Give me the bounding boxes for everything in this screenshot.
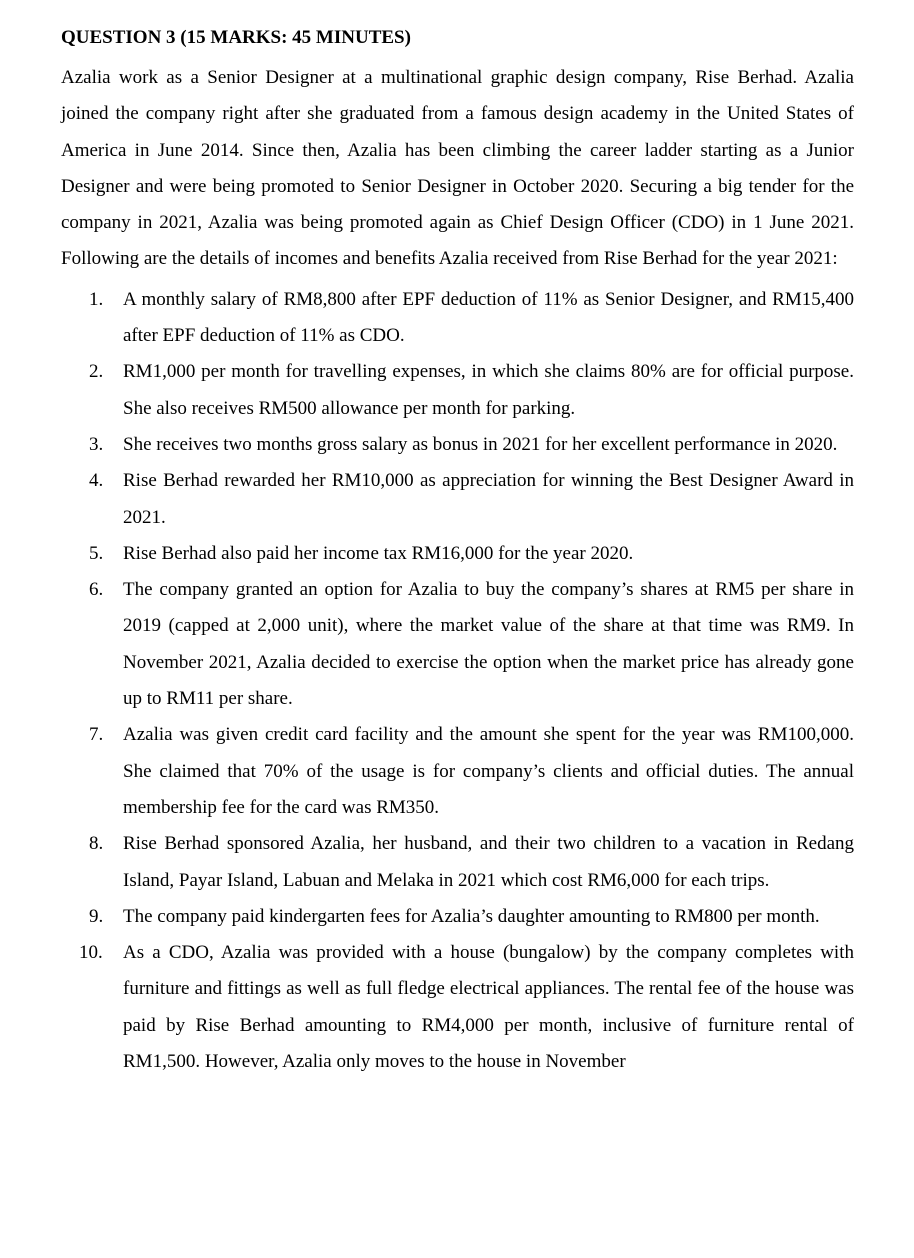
list-item-number: 3. bbox=[89, 433, 104, 455]
list-item bbox=[61, 427, 854, 463]
list-item bbox=[61, 282, 854, 355]
list-item bbox=[61, 826, 854, 899]
question-intro: Azalia work as a Senior Designer at a multinational graphic design company, Rise Berhad. Azalia joined the company right after she graduated from a famous design academy in the United States of America in June 2014. Since then, Azalia has been climbing the career ladder starting as a Junior Designer and were being promoted to Senior Designer in October 2020. Securing a big tender for the company in 2021, Azalia was being promoted again as Chief Design Officer (CDO) in 1 June 2021. Following are the details of incomes and benefits Azalia received from Rise Berhad for the year 2021: bbox=[61, 67, 854, 270]
list-item-number: 10. bbox=[79, 942, 103, 964]
list-item-number: 4. bbox=[89, 470, 104, 492]
list-item-text: She receives two months gross salary as bonus in 2021 for her excellent performance in 2020. bbox=[123, 433, 838, 455]
list-item bbox=[61, 899, 854, 935]
list-item-number: 6. bbox=[89, 579, 104, 601]
list-item-text: Rise Berhad also paid her income tax RM16,000 for the year 2020. bbox=[123, 542, 634, 564]
list-item-number: 1. bbox=[89, 288, 104, 310]
list-item bbox=[61, 935, 854, 1080]
list-item-number: 9. bbox=[89, 905, 104, 927]
list-item-number: 8. bbox=[89, 833, 104, 855]
list-item-text: As a CDO, Azalia was provided with a house (bungalow) by the company completes with furniture and fittings as well as full fledge electrical appliances. The rental fee of the house was paid by Rise Berhad amounting to RM4,000 per month, inclusive of furniture rental of RM1,500. However, Azalia only moves to the house in November bbox=[123, 942, 854, 1073]
list-item-text: A monthly salary of RM8,800 after EPF deduction of 11% as Senior Designer, and RM15,400 after EPF deduction of 11% as CDO. bbox=[123, 288, 854, 347]
list-item-text: Rise Berhad rewarded her RM10,000 as appreciation for winning the Best Designer Award in 2021. bbox=[123, 470, 854, 528]
list-item-number: 7. bbox=[89, 724, 104, 746]
list-item-text: The company granted an option for Azalia to buy the company’s shares at RM5 per share in 2019 (capped at 2,000 unit), where the market value of the share at that time was RM9. In November 2021, Azalia decided to exercise the option when the market price has already gone up to RM11 per share. bbox=[123, 579, 854, 710]
benefits-list bbox=[61, 282, 854, 1081]
list-item bbox=[61, 463, 854, 536]
list-item-text: Azalia was given credit card facility and the amount she spent for the year was RM100,000. She claimed that 70% of the usage is for company’s clients and official duties. The annual membership fee for the card was RM350. bbox=[123, 724, 854, 818]
list-item bbox=[61, 717, 854, 826]
list-item-number: 5. bbox=[89, 542, 104, 564]
list-item-text: Rise Berhad sponsored Azalia, her husband, and their two children to a vacation in Redang Island, Payar Island, Labuan and Melaka in 2021 which cost RM6,000 for each trips. bbox=[123, 833, 854, 891]
question-heading: QUESTION 3 (15 MARKS: 45 MINUTES) bbox=[61, 27, 411, 48]
list-item bbox=[61, 536, 854, 572]
list-item-number: 2. bbox=[89, 361, 104, 383]
list-item-text: RM1,000 per month for travelling expenses, in which she claims 80% are for official purpose. She also receives RM500 allowance per month for parking. bbox=[123, 361, 854, 419]
list-item-text: The company paid kindergarten fees for Azalia’s daughter amounting to RM800 per month. bbox=[123, 905, 820, 927]
list-item bbox=[61, 354, 854, 427]
list-item bbox=[61, 572, 854, 717]
